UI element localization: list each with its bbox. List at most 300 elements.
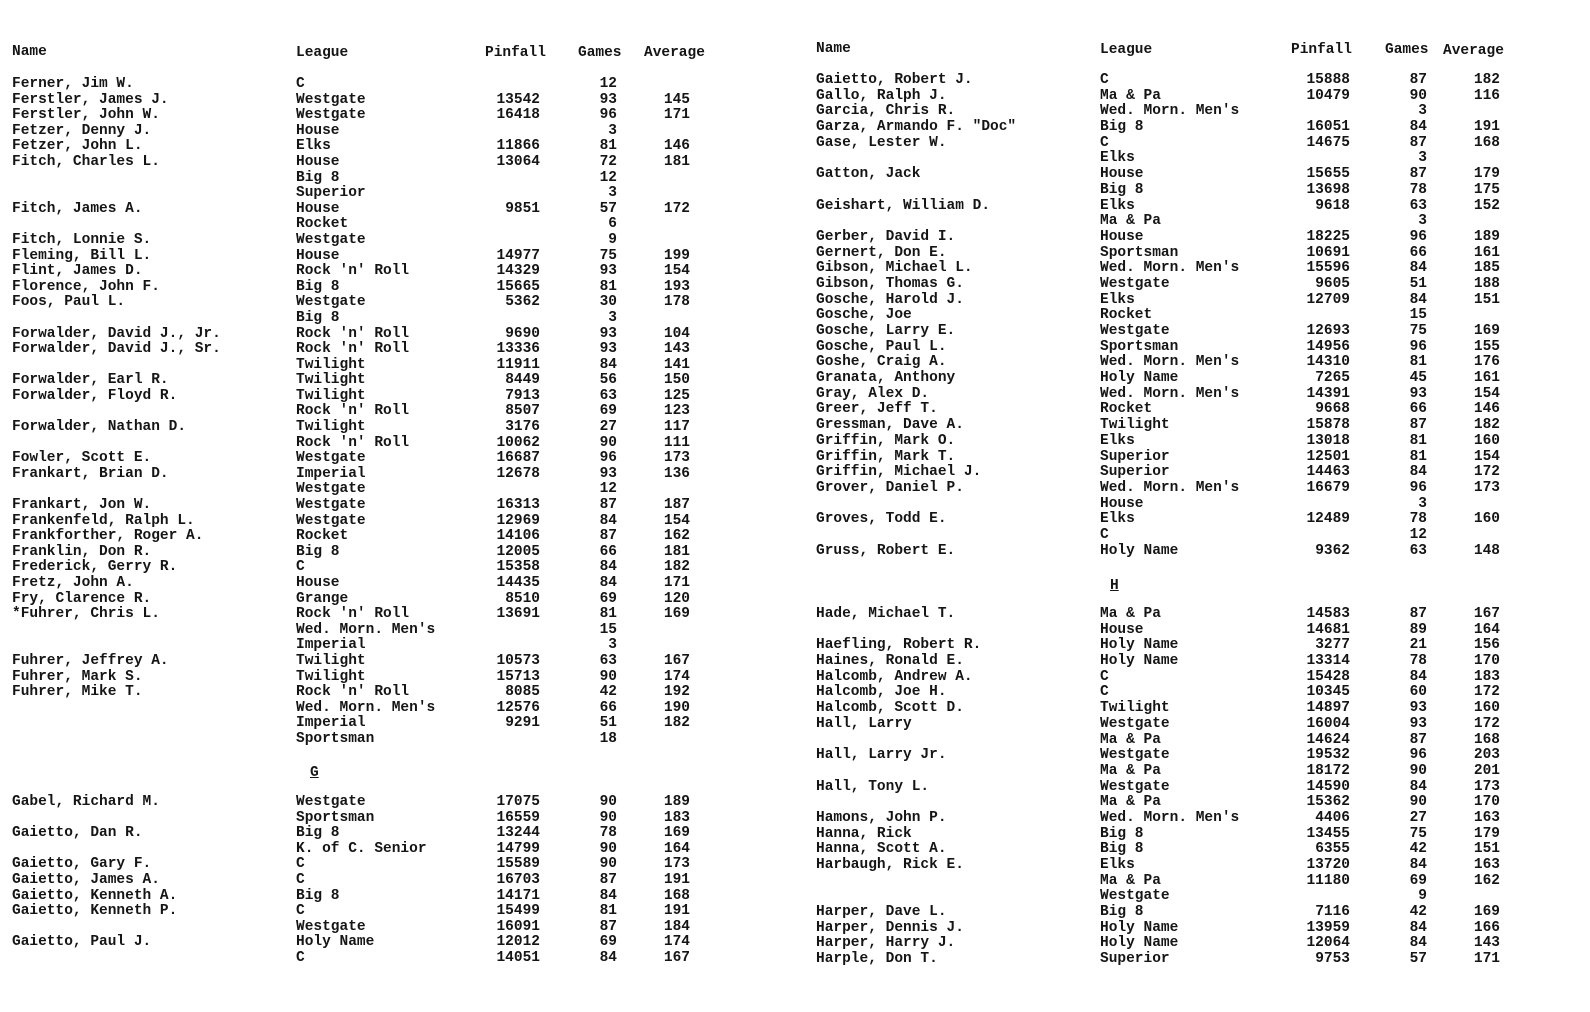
left-table-1 <box>0 77 790 748</box>
games-value: 81 <box>599 138 617 155</box>
table-row <box>0 795 790 811</box>
games-value: 87 <box>599 871 617 888</box>
games-value: 42 <box>599 684 617 701</box>
table-row <box>0 389 790 405</box>
pinfall-value: 13018 <box>1306 432 1350 449</box>
league-name: House <box>1100 621 1144 638</box>
league-name: House <box>296 575 340 591</box>
bowler-name: Greer, Jeff T. <box>816 401 938 418</box>
average-value: 150 <box>663 372 690 389</box>
league-name: Westgate <box>296 512 366 529</box>
pinfall-value: 14171 <box>496 887 540 904</box>
average-value: 160 <box>1473 432 1500 449</box>
table-row <box>0 701 790 717</box>
games-value: 63 <box>1409 197 1427 214</box>
average-value: 120 <box>663 590 690 607</box>
games-value: 12 <box>599 481 617 498</box>
pinfall-value: 14435 <box>496 575 540 591</box>
table-row <box>805 261 1590 277</box>
pinfall-value: 18225 <box>1306 228 1350 245</box>
pinfall-value: 13542 <box>496 91 540 108</box>
table-row <box>805 355 1590 371</box>
games-value: 3 <box>608 122 617 139</box>
average-value: 116 <box>1473 87 1500 104</box>
games-value: 69 <box>599 934 617 951</box>
league-name: Wed. Morn. Men's <box>296 699 436 716</box>
games-value: 12 <box>599 76 617 92</box>
table-row <box>805 905 1590 921</box>
pinfall-value: 13698 <box>1306 181 1350 198</box>
league-name: House <box>1100 228 1144 245</box>
pinfall-value: 4406 <box>1315 809 1350 826</box>
games-value: 96 <box>1409 338 1427 355</box>
league-name: Superior <box>1100 951 1170 968</box>
league-name: Elks <box>1100 857 1135 873</box>
games-value: 66 <box>599 543 617 560</box>
table-row <box>805 936 1590 952</box>
bowler-name: Fretz, John A. <box>12 575 134 591</box>
header-name: Name <box>816 41 851 57</box>
games-value: 84 <box>1409 778 1427 795</box>
pinfall-value: 13244 <box>496 825 540 842</box>
header-name: Name <box>12 44 47 60</box>
table-row <box>805 387 1590 403</box>
pinfall-value: 19532 <box>1306 747 1350 764</box>
pinfall-value: 16091 <box>496 918 540 935</box>
average-value: 188 <box>1473 275 1500 292</box>
league-name: Rocket <box>296 216 349 233</box>
average-value: 167 <box>1473 606 1500 622</box>
average-value: 173 <box>663 450 690 467</box>
table-row <box>0 857 790 873</box>
league-name: Ma & Pa <box>1100 762 1161 779</box>
bowler-name: Fitch, Lonnie S. <box>12 231 152 248</box>
games-value: 93 <box>1409 715 1427 732</box>
league-name: Twilight <box>296 372 366 389</box>
pinfall-value: 7116 <box>1315 904 1350 921</box>
bowler-name: Grover, Daniel P. <box>816 479 964 496</box>
games-value: 90 <box>1409 762 1427 779</box>
average-value: 182 <box>1473 417 1500 434</box>
average-value: 154 <box>1473 385 1500 402</box>
games-value: 27 <box>1409 809 1427 826</box>
bowler-name: Garcia, Chris R. <box>816 103 956 120</box>
table-row <box>0 202 790 218</box>
average-value: 160 <box>1473 511 1500 528</box>
average-value: 111 <box>663 434 690 451</box>
bowler-name: Gase, Lester W. <box>816 134 947 151</box>
games-value: 51 <box>599 715 617 732</box>
league-name: Wed. Morn. Men's <box>1100 103 1240 120</box>
bowler-name: Gosche, Joe <box>816 307 912 324</box>
average-value: 189 <box>1473 228 1500 245</box>
table-row <box>805 717 1590 733</box>
pinfall-value: 12678 <box>496 465 540 482</box>
table-row <box>805 89 1590 105</box>
table-row <box>805 795 1590 811</box>
bowler-name: Hanna, Scott A. <box>816 841 947 858</box>
table-row <box>805 340 1590 356</box>
average-value: 171 <box>663 107 690 124</box>
pinfall-value: 13336 <box>496 341 540 358</box>
pinfall-value: 10691 <box>1306 244 1350 261</box>
league-name: Holy Name <box>1100 935 1179 952</box>
league-name: House <box>1100 495 1144 512</box>
table-row <box>805 450 1590 466</box>
league-name: Westgate <box>296 91 366 108</box>
header-pinfall: Pinfall <box>1291 42 1352 58</box>
table-row <box>0 420 790 436</box>
games-value: 42 <box>1409 841 1427 858</box>
table-row <box>0 171 790 187</box>
games-value: 3 <box>1418 103 1427 120</box>
bowler-name: Foos, Paul L. <box>12 294 126 311</box>
table-row <box>0 935 790 951</box>
pinfall-value: 13720 <box>1306 857 1350 873</box>
games-value: 3 <box>608 309 617 326</box>
league-name: Elks <box>1100 197 1135 214</box>
average-value: 176 <box>1473 354 1500 371</box>
bowler-name: Griffin, Michael J. <box>816 464 982 481</box>
games-value: 66 <box>1409 244 1427 261</box>
table-row <box>805 481 1590 497</box>
pinfall-value: 16687 <box>496 450 540 467</box>
table-row <box>805 151 1590 167</box>
bowler-name: Harper, Dave L. <box>816 904 947 921</box>
league-name: Twilight <box>296 668 366 685</box>
table-row <box>0 951 790 967</box>
pinfall-value: 9851 <box>505 200 540 217</box>
league-name: Ma & Pa <box>1100 731 1161 748</box>
table-row <box>0 826 790 842</box>
average-value: 181 <box>663 153 690 170</box>
games-value: 27 <box>599 419 617 436</box>
games-value: 93 <box>1409 385 1427 402</box>
table-row <box>0 498 790 514</box>
average-value: 154 <box>1473 448 1500 465</box>
pinfall-value: 15428 <box>1306 668 1350 685</box>
table-row <box>0 732 790 748</box>
pinfall-value: 9291 <box>505 715 540 732</box>
table-row <box>805 670 1590 686</box>
pinfall-value: 16051 <box>1306 119 1350 136</box>
table-row <box>0 638 790 654</box>
table-row <box>805 230 1590 246</box>
bowler-name: Gaietto, Kenneth A. <box>12 887 178 904</box>
right-table-2 <box>805 607 1590 968</box>
average-value: 203 <box>1473 747 1500 764</box>
league-name: Elks <box>1100 432 1135 449</box>
games-value: 93 <box>599 263 617 280</box>
pinfall-value: 14624 <box>1306 731 1350 748</box>
bowler-name: Fetzer, John L. <box>12 138 143 155</box>
table-row <box>0 685 790 701</box>
average-value: 178 <box>663 294 690 311</box>
games-value: 87 <box>599 918 617 935</box>
bowler-name: Gibson, Thomas G. <box>816 275 964 292</box>
pinfall-value: 6355 <box>1315 841 1350 858</box>
league-name: Big 8 <box>296 309 340 326</box>
bowler-name: Harple, Don T. <box>816 951 938 968</box>
table-row <box>0 436 790 452</box>
pinfall-value: 7913 <box>505 387 540 404</box>
pinfall-value: 14681 <box>1306 621 1350 638</box>
table-row <box>805 952 1590 968</box>
league-name: C <box>1100 134 1109 151</box>
league-name: Holy Name <box>296 934 375 951</box>
bowler-name: Hall, Tony L. <box>816 778 930 795</box>
league-name: Westgate <box>1100 323 1170 339</box>
table-row <box>0 280 790 296</box>
table-row <box>0 842 790 858</box>
pinfall-value: 15362 <box>1306 794 1350 811</box>
table-row <box>805 167 1590 183</box>
pinfall-value: 12064 <box>1306 935 1350 952</box>
average-value: 187 <box>663 497 690 514</box>
average-value: 160 <box>1473 700 1500 717</box>
pinfall-value: 14583 <box>1306 606 1350 622</box>
league-name: Westgate <box>296 794 366 810</box>
average-value: 163 <box>1473 809 1500 826</box>
average-value: 141 <box>663 356 690 373</box>
bowler-name: Franklin, Don R. <box>12 543 152 560</box>
table-row <box>0 467 790 483</box>
games-value: 84 <box>1409 857 1427 873</box>
bowler-name: Gerber, David I. <box>816 228 956 245</box>
table-row <box>805 811 1590 827</box>
table-row <box>805 827 1590 843</box>
pinfall-value: 12501 <box>1306 448 1350 465</box>
average-value: 156 <box>1473 637 1500 654</box>
average-value: 193 <box>663 278 690 295</box>
games-value: 89 <box>1409 621 1427 638</box>
average-value: 172 <box>1473 684 1500 701</box>
pinfall-value: 15589 <box>496 856 540 873</box>
games-value: 93 <box>599 91 617 108</box>
table-row <box>0 654 790 670</box>
league-name: C <box>1100 684 1109 701</box>
games-value: 84 <box>1409 919 1427 936</box>
pinfall-value: 9668 <box>1315 401 1350 418</box>
table-row <box>805 512 1590 528</box>
games-value: 81 <box>599 903 617 920</box>
league-name: Big 8 <box>1100 825 1144 842</box>
league-name: Twilight <box>296 387 366 404</box>
table-row <box>805 780 1590 796</box>
games-value: 84 <box>1409 260 1427 277</box>
bowler-name: Fuhrer, Jeffrey A. <box>12 652 169 669</box>
league-name: House <box>1100 166 1144 183</box>
average-value: 183 <box>1473 668 1500 685</box>
table-row <box>805 497 1590 513</box>
games-value: 81 <box>1409 448 1427 465</box>
games-value: 90 <box>599 809 617 826</box>
pinfall-value: 10573 <box>496 652 540 669</box>
league-name: Rock 'n' Roll <box>296 263 410 280</box>
league-name: C <box>296 903 305 920</box>
bowler-name: Gernert, Don E. <box>816 244 947 261</box>
league-name: Twilight <box>1100 417 1170 434</box>
bowler-name: Gruss, Robert E. <box>816 542 956 559</box>
table-row <box>805 246 1590 262</box>
bowler-name: Groves, Todd E. <box>816 511 947 528</box>
games-value: 93 <box>599 465 617 482</box>
bowler-name: *Fuhrer, Chris L. <box>12 606 160 623</box>
header-league: League <box>1100 42 1153 58</box>
games-value: 6 <box>608 216 617 233</box>
games-value: 45 <box>1409 370 1427 387</box>
games-value: 21 <box>1409 637 1427 654</box>
average-value: 148 <box>1473 542 1500 559</box>
league-name: Holy Name <box>1100 370 1179 387</box>
league-name: House <box>296 200 340 217</box>
table-row <box>0 139 790 155</box>
league-name: Rock 'n' Roll <box>296 684 410 701</box>
average-value: 192 <box>663 684 690 701</box>
bowler-name: Gaietto, James A. <box>12 871 160 888</box>
league-name: Big 8 <box>1100 841 1144 858</box>
bowler-name: Fitch, Charles L. <box>12 153 160 170</box>
bowler-name: Frankart, Brian D. <box>12 465 169 482</box>
average-value: 163 <box>1473 857 1500 873</box>
pinfall-value: 12489 <box>1306 511 1350 528</box>
games-value: 18 <box>599 730 617 747</box>
league-name: Big 8 <box>296 278 340 295</box>
average-value: 167 <box>663 949 690 966</box>
pinfall-value: 5362 <box>505 294 540 311</box>
table-row <box>805 104 1590 120</box>
left-table-2 <box>0 795 790 967</box>
league-name: Westgate <box>1100 888 1170 905</box>
table-row <box>0 920 790 936</box>
average-value: 179 <box>1473 825 1500 842</box>
league-name: Rock 'n' Roll <box>296 341 410 358</box>
games-value: 3 <box>608 637 617 654</box>
league-name: C <box>296 871 305 888</box>
games-value: 69 <box>599 403 617 420</box>
games-value: 90 <box>1409 794 1427 811</box>
league-name: Holy Name <box>1100 653 1179 670</box>
bowler-name: Haefling, Robert R. <box>816 637 982 654</box>
league-name: Twilight <box>1100 700 1170 717</box>
average-value: 191 <box>663 903 690 920</box>
table-row <box>805 638 1590 654</box>
games-value: 87 <box>599 528 617 545</box>
games-value: 84 <box>599 356 617 373</box>
pinfall-value: 15665 <box>496 278 540 295</box>
pinfall-value: 12576 <box>496 699 540 716</box>
average-value: 164 <box>663 840 690 857</box>
bowler-name: Gaietto, Gary F. <box>12 856 152 873</box>
bowler-name: Forwalder, Earl R. <box>12 372 169 389</box>
pinfall-value: 16418 <box>496 107 540 124</box>
league-name: Rock 'n' Roll <box>296 325 410 342</box>
league-name: Rocket <box>1100 307 1153 324</box>
bowler-name: Granata, Anthony <box>816 370 956 387</box>
pinfall-value: 8085 <box>505 684 540 701</box>
games-value: 96 <box>599 107 617 124</box>
games-value: 90 <box>599 840 617 857</box>
pinfall-value: 12693 <box>1306 323 1350 339</box>
pinfall-value: 8507 <box>505 403 540 420</box>
games-value: 90 <box>599 794 617 810</box>
pinfall-value: 15878 <box>1306 417 1350 434</box>
bowler-name: Forwalder, Nathan D. <box>12 419 187 436</box>
pinfall-value: 12012 <box>496 934 540 951</box>
average-value: 190 <box>663 699 690 716</box>
bowler-name: Frankenfeld, Ralph L. <box>12 512 195 529</box>
table-row <box>0 811 790 827</box>
pinfall-value: 14391 <box>1306 385 1350 402</box>
pinfall-value: 7265 <box>1315 370 1350 387</box>
league-name: Elks <box>1100 511 1135 528</box>
bowler-name: Ferstler, John W. <box>12 107 160 124</box>
bowler-name: Geishart, William D. <box>816 197 991 214</box>
header-average: Average <box>1443 43 1504 59</box>
games-value: 84 <box>599 887 617 904</box>
pinfall-value: 14675 <box>1306 134 1350 151</box>
league-name: Westgate <box>296 918 366 935</box>
bowler-name: Hade, Michael T. <box>816 606 956 622</box>
table-row <box>805 434 1590 450</box>
section-letter-h: H <box>1110 578 1119 594</box>
table-row <box>805 607 1590 623</box>
table-row <box>0 716 790 732</box>
pinfall-value: 9362 <box>1315 542 1350 559</box>
games-value: 87 <box>1409 417 1427 434</box>
table-row <box>805 654 1590 670</box>
table-row <box>0 233 790 249</box>
table-row <box>0 482 790 498</box>
pinfall-value: 16703 <box>496 871 540 888</box>
table-row <box>0 373 790 389</box>
pinfall-value: 12005 <box>496 543 540 560</box>
games-value: 96 <box>1409 479 1427 496</box>
bowler-name: Ferner, Jim W. <box>12 76 134 92</box>
games-value: 66 <box>599 699 617 716</box>
games-value: 3 <box>1418 495 1427 512</box>
games-value: 78 <box>1409 181 1427 198</box>
table-row <box>0 108 790 124</box>
games-value: 84 <box>1409 935 1427 952</box>
table-row <box>0 327 790 343</box>
games-value: 57 <box>599 200 617 217</box>
average-value: 173 <box>663 856 690 873</box>
average-value: 164 <box>1473 621 1500 638</box>
average-value: 189 <box>663 794 690 810</box>
table-row <box>805 293 1590 309</box>
games-value: 3 <box>1418 213 1427 230</box>
games-value: 66 <box>1409 401 1427 418</box>
table-row <box>805 858 1590 874</box>
table-row <box>0 249 790 265</box>
league-name: C <box>296 856 305 873</box>
pinfall-value: 14590 <box>1306 778 1350 795</box>
average-value: 152 <box>1473 197 1500 214</box>
league-name: Wed. Morn. Men's <box>1100 385 1240 402</box>
table-row <box>0 545 790 561</box>
right-table-1 <box>805 73 1590 559</box>
average-value: 143 <box>663 341 690 358</box>
games-value: 81 <box>599 278 617 295</box>
pinfall-value: 18172 <box>1306 762 1350 779</box>
games-value: 87 <box>1409 134 1427 151</box>
league-name: C <box>296 559 305 576</box>
games-value: 84 <box>599 949 617 966</box>
header-games: Games <box>578 45 622 61</box>
pinfall-value: 9605 <box>1315 275 1350 292</box>
table-row <box>805 402 1590 418</box>
